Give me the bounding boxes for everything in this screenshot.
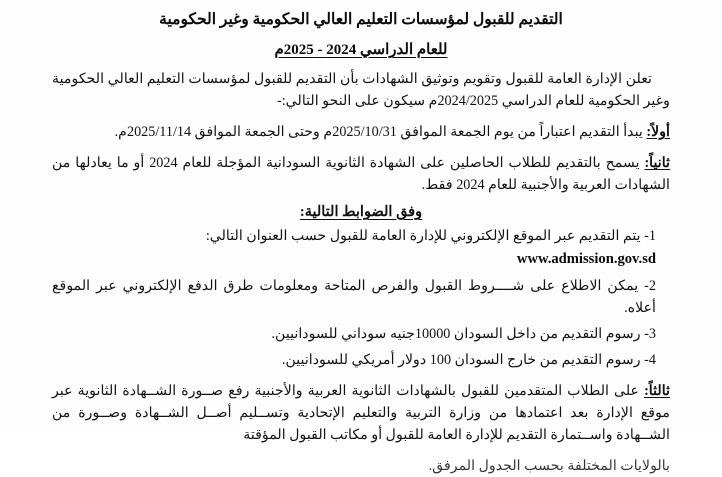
- trailing-clipped-line: بالولايات المختلفة بحسب الجدول المرفق.: [428, 457, 670, 474]
- rules-list: [52, 225, 670, 371]
- section-third-label: ثالثاً:: [644, 382, 670, 399]
- rule-text: يمكن الاطلاع على شــــروط القبول والفرص المتاحة ومعلومات طرق الدفع الإلكتروني عبر الموقع أعلاه.: [52, 277, 656, 316]
- rule-number: 2-: [644, 277, 656, 294]
- rule-number: 1-: [644, 228, 656, 245]
- section-second: [52, 152, 670, 196]
- rule-number: 4-: [644, 351, 656, 368]
- page-subtitle: للعام الدراسي 2024 - 2025م: [274, 42, 448, 59]
- section-third-text: على الطلاب المتقدمين للقبول بالشهادات الثانوية العربية والأجنبية رفع صــورة الشــهادة الثانوية عبر موقع الإدارة بعد اعتمادها من وزارة التربية والتعليم الإتحادية وتســليم أصــل الشــهادة وصــورة من الشــهادة واســتمارة التقديم للإدارة العامة للقبول أو مكاتب القبول المؤقتة: [52, 382, 670, 443]
- section-first: [52, 121, 670, 143]
- list-item: [52, 323, 656, 345]
- rule-text: رسوم التقديم من خارج السودان 100 دولار أمريكي للسودانيين.: [281, 351, 645, 368]
- rule-text: يتم التقديم عبر الموقع الإلكتروني للإدارة العامة للقبول حسب العنوان التالي:: [205, 228, 645, 245]
- section-second-label: ثانياً:: [644, 155, 670, 172]
- intro-paragraph: تعلن الإدارة العامة للقبول وتقويم وتوثيق الشهادات بأن التقديم للقبول لمؤسسات التعليم العالي الحكومية وغير الحكومية للعام الدراسي 2024/2025م سيكون على النحو التالي:-: [52, 71, 670, 110]
- admission-website-link[interactable]: www.admission.gov.sd: [516, 251, 656, 268]
- section-third: [52, 380, 670, 446]
- page-title: التقديم للقبول لمؤسسات التعليم العالي الحكومية وغير الحكومية: [159, 11, 563, 28]
- rules-heading: وفق الضوابط التالية:: [299, 204, 423, 221]
- list-item: [52, 275, 656, 319]
- list-item: [52, 349, 656, 371]
- section-first-text: يبدأ التقديم اعتباراً من يوم الجمعة الموافق 2025/10/31م وحتى الجمعة الموافق 2025/11/14م.: [114, 124, 647, 141]
- section-second-text: يسمح بالتقديم للطلاب الحاصلين على الشهادة الثانوية السودانية المؤجلة للعام 2024 أو ما يعادلها من الشهادات العربية والأجنبية للعام 2024 فقط.: [52, 155, 670, 194]
- rule-text: رسوم التقديم من داخل السودان 10000جنيه سوداني للسودانيين.: [271, 325, 645, 342]
- rule-number: 3-: [644, 325, 656, 342]
- section-first-label: أولاً:: [646, 124, 670, 141]
- list-item: [52, 225, 656, 271]
